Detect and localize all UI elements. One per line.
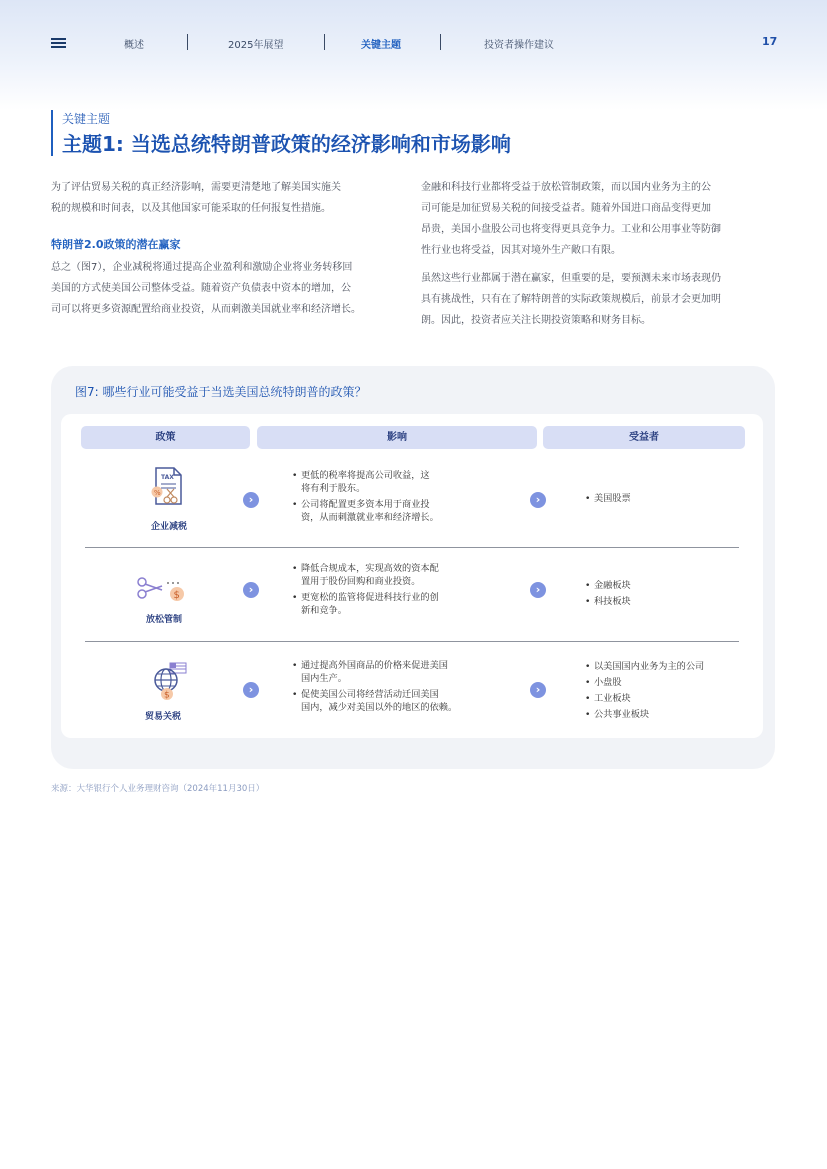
list-item: • 以美国国内业务为主的公司 [585,661,755,674]
row-divider [85,547,739,548]
nav-separator [440,34,441,50]
list-item: • 美国股票 [585,493,755,506]
impact-list-row-2 [292,563,492,621]
nav-item-overview[interactable]: 概述 [124,40,144,51]
scissors-dollar-icon [134,575,190,607]
page-title: 主题1: 当选总统特朗普政策的经济影响和市场影响 [62,132,511,156]
policy-label-deregulation: 放松管制 [145,615,182,625]
list-item: • 公共事业板块 [585,709,755,722]
arrow-right-icon: › [243,492,259,508]
beneficiary-list-row-2 [585,580,755,612]
arrow-right-icon: › [243,582,259,598]
right-paragraph-2: 虽然这些行业都属于潜在赢家，但重要的是，要预测未来市场表现仍 具有挑战性，只有在了解特朗普的实际政策规模后，前景才会更加明 朗。因此，投资者应关注长期投资策略和财务目标。 [421,273,721,326]
section-kicker: 关键主题 [62,112,111,126]
svg-text:$: $ [164,690,170,701]
right-paragraph-1: 金融和科技行业都将受益于放松管制政策，而以国内业务为主的公 司可能是加征贸易关税的间接受益者。随着外国进口商品变得更加 昂贵，美国小盘股公司也将变得更具竞争力。工业和公用事业等防御 性行业也将受益，因其对境外生产敞口有限。 [421,182,721,256]
nav-item-outlook-2025[interactable]: 2025年展望 [228,40,284,51]
subheading-potential-winners: 特朗普2.0政策的潜在赢家 [51,238,181,251]
list-item: • 更低的税率将提高公司收益，这 将有利于股东。 [292,470,492,495]
nav-item-investor-actions[interactable]: 投资者操作建议 [484,40,554,51]
column-header-impact: 影响 [257,426,537,449]
row-divider [85,641,739,642]
impact-list-row-1 [292,470,492,528]
list-item: • 金融板块 [585,580,755,593]
list-item: • 工业板块 [585,693,755,706]
title-accent-bar [51,110,53,156]
list-item: • 更宽松的监管将促进科技行业的创 新和竞争。 [292,592,492,617]
header-background [0,0,827,110]
list-item: • 降低合规成本，实现高效的资本配 置用于股份回购和商业投资。 [292,563,492,588]
arrow-right-icon: › [530,682,546,698]
left-paragraph-1: 为了评估贸易关税的真正经济影响，需要更清楚地了解美国实施关 税的规模和时间表，以及其他国家可能采取的任何报复性措施。 [51,182,341,214]
hamburger-menu-icon[interactable] [51,38,66,48]
nav-separator [187,34,188,50]
page-number: 17 [762,35,778,48]
arrow-right-icon: › [243,682,259,698]
svg-text:$: $ [173,590,180,601]
list-item: • 公司将配置更多资本用于商业投 资，从而刺激就业率和经济增长。 [292,499,492,524]
policy-label-trade-tariffs: 贸易关税 [144,712,181,722]
tax-document-icon [147,466,187,508]
nav-separator [324,34,325,50]
policy-label-corporate-tax-cut: 企业减税 [150,522,187,532]
nav-item-key-themes[interactable]: 关键主题 [361,40,401,51]
list-item: • 科技板块 [585,596,755,609]
list-item: • 促使美国公司将经营活动迁回美国 国内，减少对美国以外的地区的依赖。 [292,689,492,714]
list-item: • 小盘股 [585,677,755,690]
arrow-right-icon: › [530,582,546,598]
column-header-beneficiaries: 受益者 [543,426,745,449]
beneficiary-list-row-1 [585,493,755,509]
list-item: • 通过提高外国商品的价格来促进美国 国内生产。 [292,660,492,685]
svg-text:TAX: TAX [161,474,174,481]
top-navigation [0,30,827,54]
beneficiary-list-row-3 [585,661,755,725]
globe-flag-icon [150,660,190,702]
left-paragraph-2: 总之（图7），企业减税将通过提高企业盈利和激励企业将业务转移回 美国的方式使美国公司整体受益。随着资产负债表中资本的增加，公 司可以将更多资源配置给商业投资，从而刺激美国就业率和经济增长。 [51,262,361,315]
figure-title: 图7: 哪些行业可能受益于当选美国总统特朗普的政策？ [75,385,367,399]
column-header-policy: 政策 [81,426,250,449]
svg-text:%: % [154,489,161,497]
arrow-right-icon: › [530,492,546,508]
impact-list-row-3 [292,660,492,718]
figure-source: 来源：大华银行个人业务理财咨询（2024年11月30日） [51,784,265,794]
